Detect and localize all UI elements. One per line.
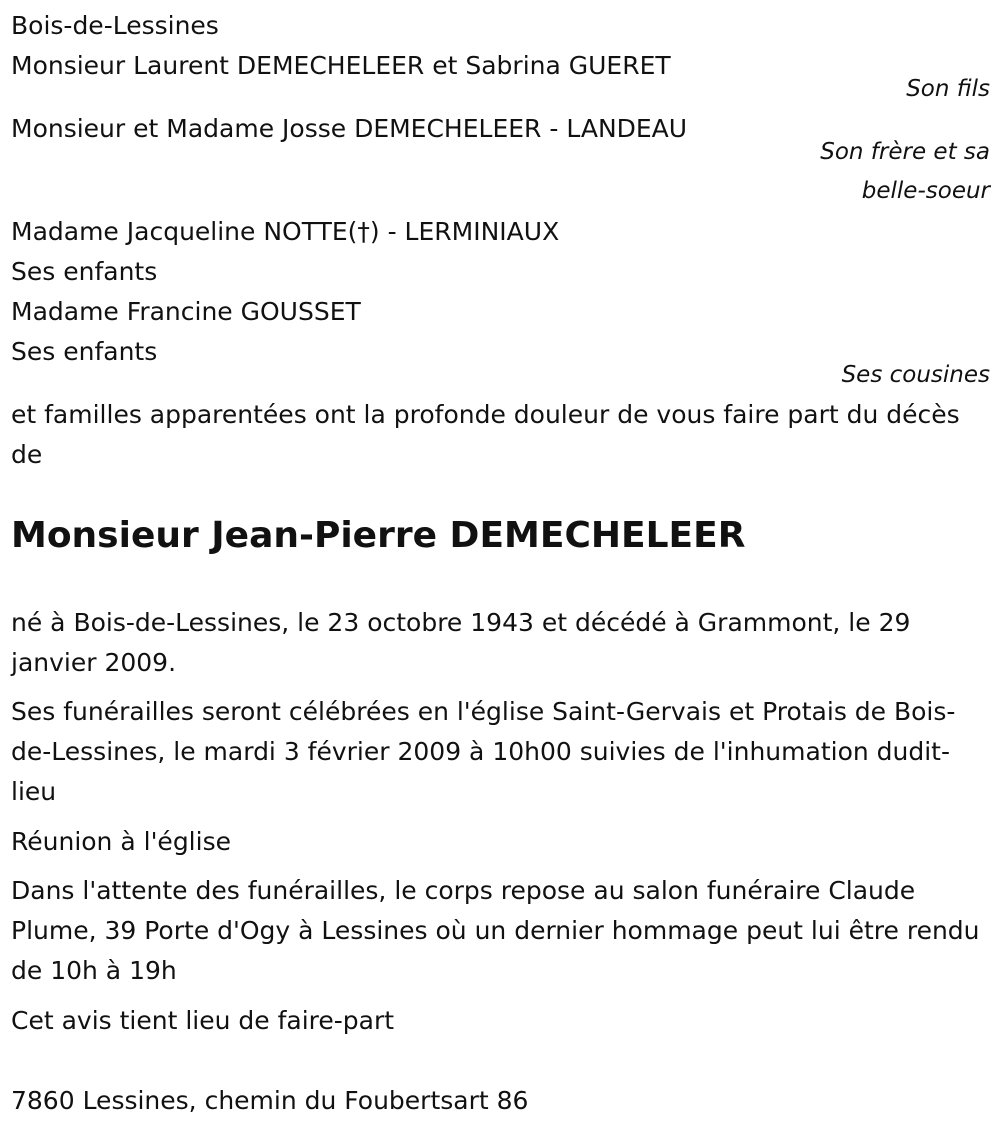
meeting-info: Réunion à l'église	[11, 827, 231, 856]
brother-names: Monsieur et Madame Josse DEMECHELEER - LANDEAU	[11, 114, 688, 143]
footer-address: 7860 Lessines, chemin du Foubertsart 86	[11, 1086, 529, 1115]
cousin1-name: Madame Jacqueline NOTTE(†) - LERMINIAUX	[11, 217, 560, 246]
brother-relation-line1: Son frère et sa	[820, 139, 990, 165]
funeral-info: Ses funérailles seront célébrées en l'église Saint-Gervais et Protais de Bois-de-Lessines, le mardi 3 février 2009 à 10h00 suivies de l'inhumation dudit-lieu	[11, 697, 956, 806]
notice-text: Cet avis tient lieu de faire-part	[11, 1006, 395, 1035]
son-relation: Son fils	[906, 76, 990, 102]
cousins-relation: Ses cousines	[841, 362, 990, 388]
cousin2-name: Madame Francine GOUSSET	[11, 297, 361, 326]
birth-death-info: né à Bois-de-Lessines, le 23 octobre 1943 et décédé à Grammont, le 29 janvier 2009.	[11, 608, 911, 677]
header-city: Bois-de-Lessines	[11, 11, 219, 40]
announcement-intro: et familles apparentées ont la profonde douleur de vous faire part du décès de	[11, 400, 960, 469]
viewing-info: Dans l'attente des funérailles, le corps repose au salon funéraire Claude Plume, 39 Porte d'Ogy à Lessines où un dernier hommage peut lui être rendu de 10h à 19h	[11, 876, 980, 985]
cousin2-children: Ses enfants	[11, 337, 158, 366]
cousin1-children: Ses enfants	[11, 257, 158, 286]
brother-relation-line2: belle-soeur	[861, 178, 990, 204]
deceased-name: Monsieur Jean-Pierre DEMECHELEER	[11, 515, 746, 556]
son-names: Monsieur Laurent DEMECHELEER et Sabrina GUERET	[11, 51, 671, 80]
